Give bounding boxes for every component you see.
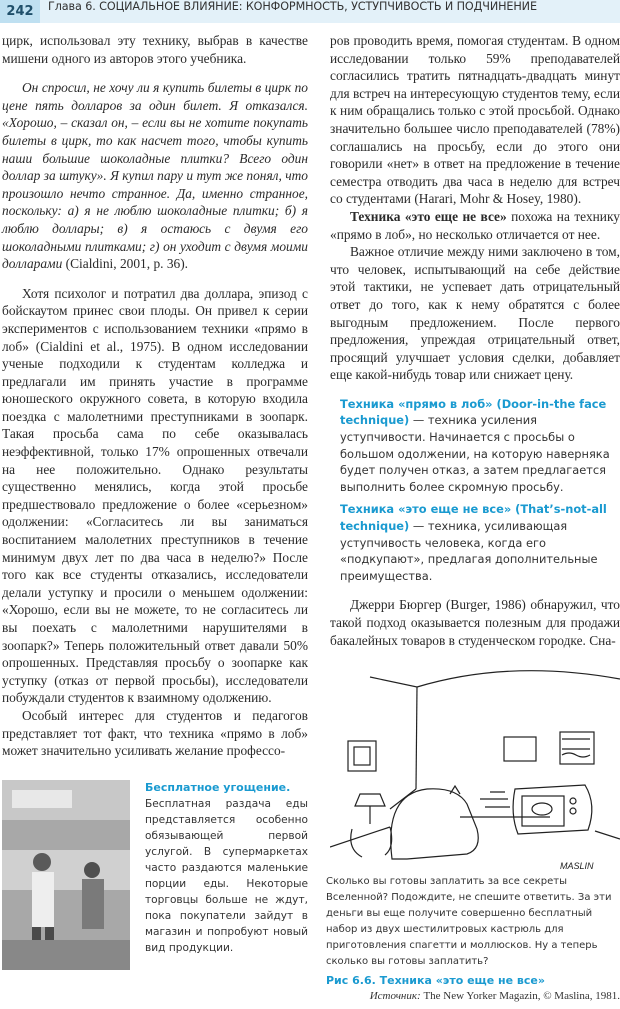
- page-number: 242: [0, 0, 40, 23]
- definition-term: Техника «прямо в лоб» (Door-in-the face technique): [340, 396, 607, 428]
- paragraph: Важное отличие между ними заключено в том, что человек, испытывающий на себе действие этой тактики, не успевает дать отрицательный ответ до того, как к нему обратятся с более выгодным предложением. После первого предложения, упреждая отрицательный ответ, просящий улучшает условия сделки, добавляет еще какой-нибудь товар или снижает цену.: [330, 244, 620, 383]
- chapter-title: Глава 6. СОЦИАЛЬНОЕ ВЛИЯНИЕ: КОНФОРМНОСТЬ, УСТУПЧИВОСТЬ И ПОДЧИНЕНИЕ: [48, 0, 537, 13]
- quote-block: [2, 79, 308, 273]
- photo-image: [2, 780, 130, 970]
- right-column: [326, 32, 620, 1009]
- paragraph: ров проводить время, помогая студентам. В одном исследовании только 59% преподавателей согласились тратить пятнадцать-двадцать минут для встреч на интересующую студентов тему, если к ним обращались только с этой просьбой. Однако значительно большее число преподавателей (78%) соглашались на просьбу, если до этого они говорили «нет» в ответ на предложение в течение семестра отводить два часа в неделю для встреч со студентами (Harari, Mohr & Hosey, 1980).: [330, 33, 620, 207]
- source-text: The New Yorker Magazin, © Maslina, 1981.: [420, 990, 620, 1003]
- photo-row: [2, 780, 308, 970]
- figure-title: Рис 6.6. Техника «это еще не все»: [326, 974, 545, 988]
- photo-sidebar: [145, 780, 308, 956]
- paragraph: Джерри Бюргер (Burger, 1986) обнаружил, что такой подход оказывается полезным для продажи бакалейных товаров в студенческом городке. Сна-: [330, 597, 620, 648]
- left-text: [2, 32, 308, 760]
- definition-text: — техника, усиливающая уступчивость человека, когда его «подкупают», предлагая дополнительные преимущества.: [340, 519, 598, 583]
- quote-text: Он спросил, не хочу ли я купить билеты в цирк по цене пять долларов за один билет. Я отказался. «Хорошо, – сказал он, – если вы не хотите покупать билеты в цирк, то как насчет того, чтобы купить наши большие шоколадные плитки? Всего один доллар за штуку». Я купил пару и тут же понял, что произошло нечто странное. Да, именно странное, поскольку: а) я не люблю шоколадные плитки; б) я люблю доллары; в) я остаюсь с двумя его шоколадными плитками; г) он уходит с двумя моими долларами: [2, 80, 308, 272]
- right-text: [330, 32, 620, 384]
- definition-text: — техника усиления уступчивости. Начинается с просьбы о большом одолжении, на которую наверняка будет получен отказ, а затем предлагается выполнить более скромную просьбу.: [340, 413, 610, 494]
- figure-caption: Сколько вы готовы заплатить за все секреты Вселенной? Подождите, не спешите ответить. За эти деньги вы еще получите совершенно бесплатный набор из двух шестилитровых кастрюль для приготовления спагетти и моллюсков. Ну а теперь сколько вы готовы заплатить?: [326, 876, 612, 968]
- running-header: [0, 0, 620, 23]
- paragraph: [330, 208, 620, 243]
- right-text-continued: [330, 596, 620, 649]
- photo-free-samples: [2, 780, 130, 970]
- page-body: [0, 23, 620, 1009]
- paragraph-text: похожа на технику «прямо в лоб», но несколько отличается от нее.: [330, 208, 620, 242]
- paragraph: цирк, использовал эту технику, выбрав в качестве мишени одного из авторов этого учебника.: [2, 33, 308, 66]
- cartoon-illustration: [330, 659, 620, 874]
- definition: [340, 396, 620, 496]
- figure-source: [326, 989, 620, 1003]
- term-bold: Техника «это еще не все»: [350, 208, 507, 224]
- paragraph: Особый интерес для студентов и педагогов представляет тот факт, что техника «прямо в лоб» может значительно усиливать желание профессо-: [2, 707, 308, 759]
- figure-caption-block: [326, 874, 620, 1009]
- quote-citation: (Cialdini, 2001, p. 36).: [62, 256, 189, 272]
- definitions-box: [340, 396, 620, 585]
- cartoon-signature: MASLIN: [560, 861, 594, 872]
- definition: [340, 501, 620, 584]
- definition-term: Техника «это еще не все» (That’s-not-all technique): [340, 502, 607, 534]
- sidebar-text: Бесплатная раздача еды представляется особенно обязывающей первой услугой. В супермаркетах часто раздаются маленькие порции еды. Некоторые торговцы больше не ждут, пока покупатели зайдут в магазин и попробуют новый вид продукции.: [145, 797, 308, 954]
- source-label: Источник:: [369, 990, 421, 1003]
- paragraph: Хотя психолог и потратил два доллара, эпизод с бойскаутом принес свои плоды. Он привел к серии экспериментов с использованием техники «прямо в лоб» (Cialdini et al., 1975). В одном исследовании ученые подходили к студентам колледжа и предлагали им принять участие в программе юношеского окружного совета, в которую входила поездка с малолетними преступниками в зоопарк. Такая просьба сама по себе оказывалась неэффективной, только 17% опрошенных отвечали на нее положительно. Однако результаты существенно менялись, когда этой просьбе предшествовало предложение о более «серьезном» одолжении: «Согласитесь ли вы заниматься воспитанием малолетних преступников в течение минимум двух лет по два часа в неделю?» После того как все студенты отказались, исследователи делали уступку и просили о меньшем одолжении: «Хорошо, если вы не можете, то не согласитесь ли вы поехать с малолетними нарушителями в зоопарк?» Теперь положительный ответ давали 50% опрошенных. Представляя просьбу о зоопарке как уступку (отказ от первой просьбы), исследователи побуждали студентов к взаимному одолжению.: [2, 285, 308, 706]
- sidebar-title: Бесплатное угощение.: [145, 780, 291, 794]
- left-column: [2, 32, 308, 970]
